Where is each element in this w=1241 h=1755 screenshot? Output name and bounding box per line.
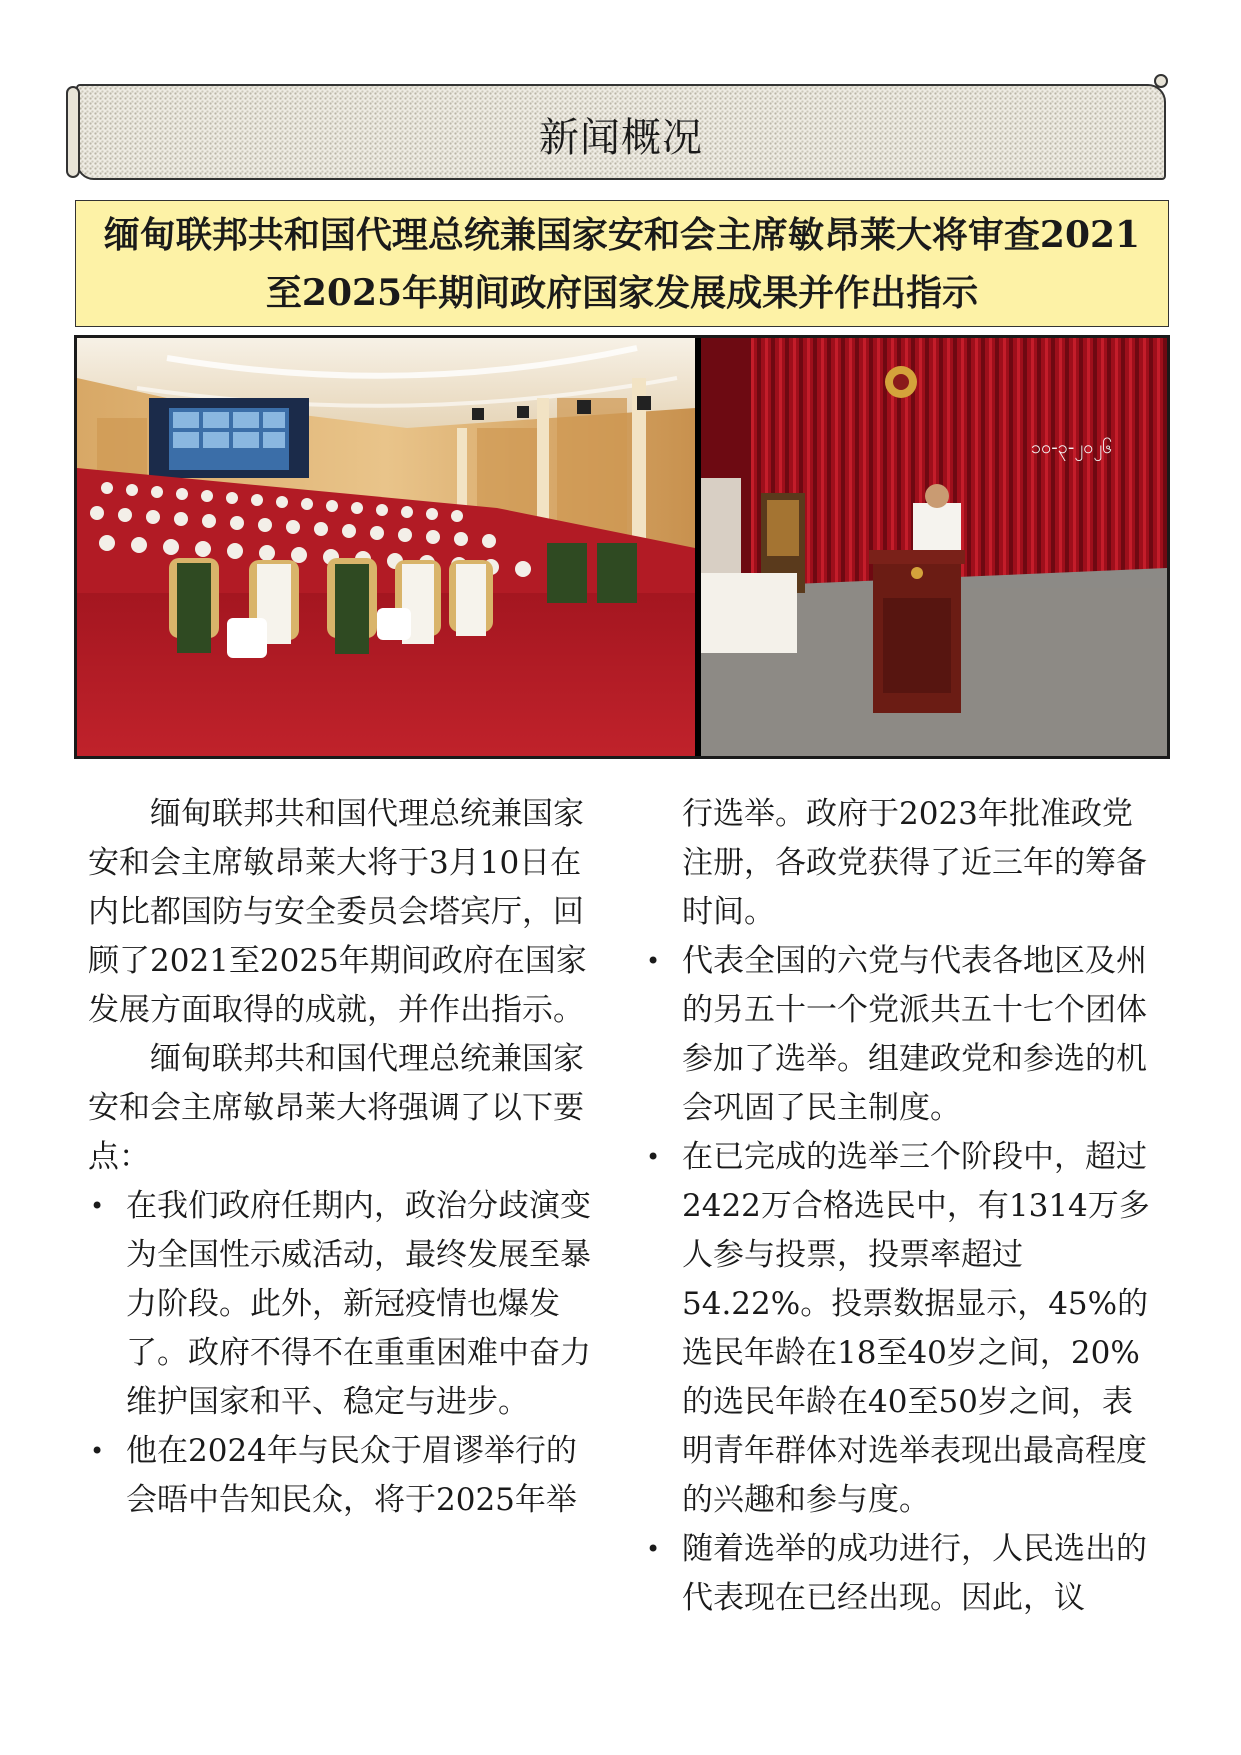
bullet-item: • 代表全国的六党与代表各地区及州的另五十一个党派共五十七个团体参加了选举。组建政党和参选的机会巩固了民主制度。 — [644, 937, 1152, 1133]
bullet-item: • 在已完成的选举三个阶段中，超过2422万合格选民中，有1314万多人参与投票，投票率超过54.22%。投票数据显示，45%的选民年龄在18至40岁之间，20%的选民年龄在40至50岁之间，表明青年群体对选举表现出最高程度的兴趣和参与度。 — [644, 1133, 1152, 1525]
bullet-item: • 随着选举的成功进行，人民选出的代表现在已经出现。因此，议 — [644, 1525, 1152, 1623]
section-banner — [76, 84, 1166, 180]
bullet-continuation: 行选举。政府于2023年批准政党注册，各政党获得了近三年的筹备时间。 — [682, 796, 1147, 930]
body-paragraph: 缅甸联邦共和国代理总统兼国家安和会主席敏昂莱大将于3月10日在内比都国防与安全委员会塔宾厅，回顾了2021至2025年期间政府在国家发展方面取得的成就，并作出指示。 — [88, 796, 587, 1028]
bullet-item: • 在我们政府任期内，政治分歧演变为全国性示威活动，最终发展至暴力阶段。此外，新冠疫情也爆发了。政府不得不在重重困难中奋力维护国家和平、稳定与进步。 — [88, 1182, 598, 1427]
section-title: 新闻概况 — [539, 115, 703, 161]
bullet-item: • 他在2024年与民众于眉谬举行的会晤中告知民众，将于2025年举 — [88, 1427, 598, 1525]
right-text-column — [644, 790, 1152, 1623]
stage-date-text: ၁၀-၃-၂၀၂၆ — [1031, 437, 1113, 458]
speech-stage-photo — [701, 338, 1167, 756]
meeting-hall-photo — [77, 338, 695, 756]
scroll-curl-right — [1154, 74, 1168, 88]
left-text-column — [88, 790, 598, 1525]
article-photos — [74, 335, 1170, 759]
article-headline-box — [75, 200, 1169, 327]
body-paragraph: 缅甸联邦共和国代理总统兼国家安和会主席敏昂莱大将强调了以下要点： — [88, 1041, 584, 1175]
article-headline: 缅甸联邦共和国代理总统兼国家安和会主席敏昂莱大将审查2021至2025年期间政府国家发展成果并作出指示 — [103, 213, 1141, 314]
